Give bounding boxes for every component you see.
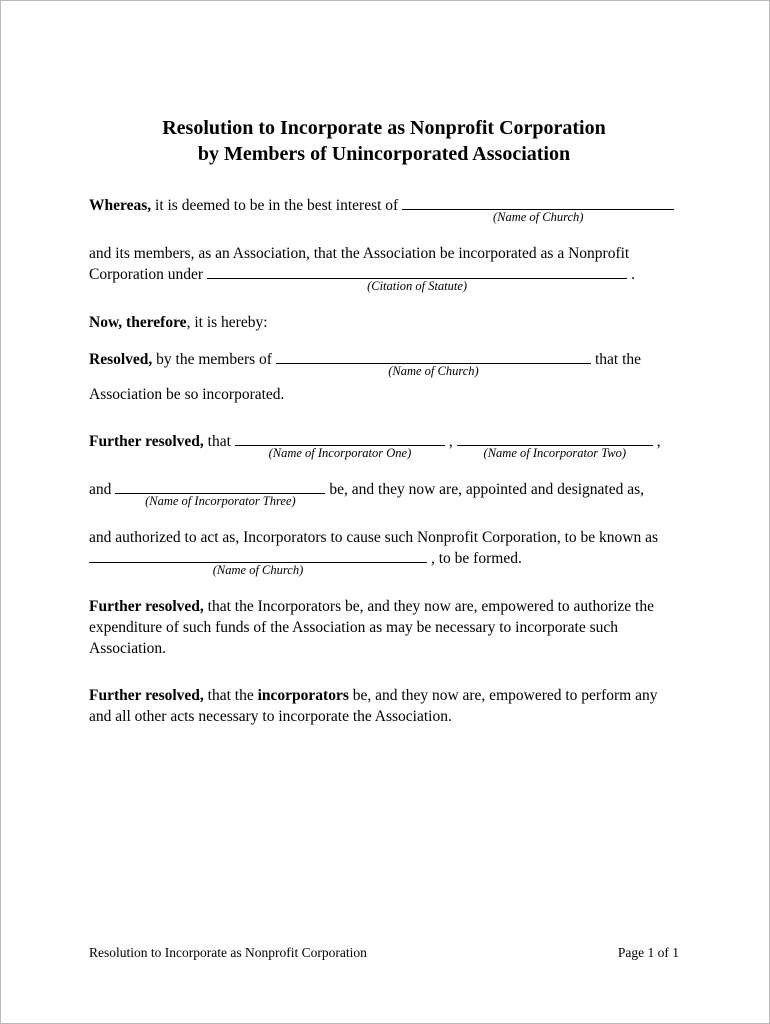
paragraph-further-resolved-2 — [89, 596, 679, 659]
caption-incorporator-three: (Name of Incorporator Three) — [145, 494, 296, 508]
resolved-after-blank: that the — [594, 351, 642, 368]
footer-document-title: Resolution to Incorporate as Nonprofit Corporation — [89, 945, 367, 960]
association-period: . — [631, 266, 635, 283]
blank-incorporator-three[interactable] — [115, 479, 325, 508]
caption-citation-of-statute: (Citation of Statute) — [367, 279, 468, 293]
paragraph-further-resolved-3 — [89, 685, 679, 727]
blank-name-of-church-1[interactable] — [402, 195, 674, 224]
document-content — [89, 1, 679, 743]
and-word: and — [89, 481, 112, 498]
whereas-text: it is deemed to be in the best interest of — [151, 197, 399, 214]
further-resolved-3-label: Further resolved, — [89, 687, 204, 704]
further-resolved-2-label: Further resolved, — [89, 598, 204, 615]
page-footer — [89, 945, 679, 961]
now-therefore-label: Now, therefore — [89, 314, 187, 331]
further-resolved-3-text1: that the — [203, 687, 258, 704]
page-title — [89, 115, 679, 167]
further-resolved-1-text: that — [203, 433, 231, 450]
authorized-line1: and authorized to act as, Incorporators to cause such Nonprofit Corporation, to be known as — [89, 529, 659, 546]
authorized-line2 — [89, 548, 679, 577]
paragraph-resolved — [89, 349, 679, 405]
further-resolved-1-label: Further resolved, — [89, 433, 204, 450]
further-resolved-1-end-comma: , — [656, 433, 661, 450]
appointed-text: be, and they now are, appointed and designated as, — [329, 481, 645, 498]
further-resolved-2-text: that the Incorporators be, and they now are, empowered to authorize the expenditure of such funds of the Association as may be necessary to incorporate such Association. — [89, 598, 654, 657]
paragraph-whereas — [89, 195, 679, 224]
blank-citation-of-statute[interactable] — [207, 264, 627, 293]
paragraph-further-resolved-1 — [89, 431, 679, 460]
blank-incorporator-one[interactable] — [235, 431, 445, 460]
footer-page-number: Page 1 of 1 — [617, 945, 679, 960]
now-therefore-text: , it is hereby: — [186, 314, 268, 331]
caption-incorporator-two: (Name of Incorporator Two) — [483, 446, 627, 460]
resolved-line1 — [89, 349, 679, 384]
resolved-text: by the members of — [152, 351, 272, 368]
paragraph-and-incorporator-three — [89, 479, 679, 508]
caption-name-of-church-3: (Name of Church) — [212, 563, 304, 577]
formed-text: , to be formed. — [431, 550, 522, 567]
association-line2-prefix: Corporation under — [89, 266, 204, 283]
caption-incorporator-one: (Name of Incorporator One) — [268, 446, 412, 460]
blank-name-of-church-2[interactable] — [276, 349, 591, 378]
further-resolved-3-bold-word: incorporators — [257, 687, 349, 704]
paragraph-association — [89, 243, 679, 293]
paragraph-now-therefore — [89, 312, 679, 333]
caption-name-of-church-2: (Name of Church) — [388, 364, 479, 378]
association-line1: and its members, as an Association, that the Association be incorporated as a Nonprofit — [89, 245, 630, 262]
resolved-line2: Association be so incorporated. — [89, 386, 285, 403]
paragraph-authorized — [89, 527, 679, 577]
further-resolved-3-text2: be, and they now are, empowered to perform any and all other acts necessary to incorporate the Association. — [89, 687, 658, 725]
resolved-label: Resolved, — [89, 351, 153, 368]
page-title-line2: by Members of Unincorporated Association — [197, 143, 571, 165]
caption-name-of-church-1: (Name of Church) — [492, 210, 584, 224]
page-title-line1: Resolution to Incorporate as Nonprofit Corporation — [162, 117, 606, 139]
whereas-label: Whereas, — [89, 197, 152, 214]
blank-incorporator-two[interactable] — [457, 431, 653, 460]
further-resolved-1-comma: , — [448, 433, 453, 450]
blank-name-of-church-3[interactable] — [89, 548, 427, 577]
